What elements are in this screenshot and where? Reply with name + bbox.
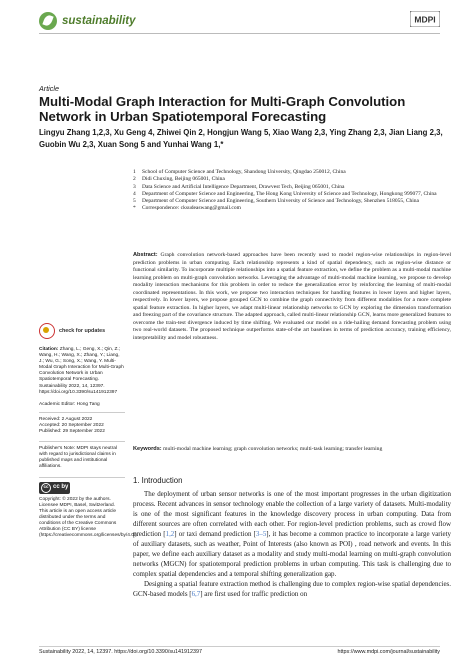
publisher-note: Publisher's Note: MDPI stays neutral with regard to jurisdictional claims in published maps and institutional affiliations. [39,446,117,470]
abstract-text: Graph convolution network-based approaches have been recently used to model region-wise relationships in region-level prediction problems in urban computing. Each relationship represents a kind of spatial dependency, such as region-wise distance or functional similarity. To incorporate multiple relationships into a spatial feature extraction, we define the problem as a multi-modal machine learning problem on multi-graph convolution networks. Leveraging the advantage of multi-modal machine learning, we propose to develop modality interaction mechanisms for this problem in order to reduce the generalization error by reinforcing the learning of multi-modal coordinated representations. In this work, we propose two interaction techniques for handling features in lower layers and higher layers, respectively. In lower layers, we propose grouped GCN to combine the graph connectivity from different modalities for a more complete spatial feature extraction. In higher layers, we adapt multi-linear relationship networks to GCN by exploring the dimension transformation and freezing part of the covariance structure. The adapted approach, called multi-linear relationship GCN, learns more generalized features to overcome the train-test divergence induced by time shifting. We evaluated our model on a ride-hailing demand forecasting problem using two real-world datasets. The proposed technique outperforms state-of-the art baselines in terms of prediction accuracy, training efficiency, interpretability and model robustness. [133,252,451,342]
sidebar-divider [39,441,125,442]
paragraph-text: The deployment of urban sensor networks is one of the most important progresses in the urban digitization process. Recent advances in sensor technology enable the collection of a large variety of datasets. Multi-modality is one of the most significant features in the knowledge discovery process in urban computing. Data from different sources are often correlated with each other. For region-level prediction problems, such as crowd flow prediction [ [133,490,451,538]
affiliation-number: 5 [133,198,136,205]
affiliation-text: Department of Computer Science and Engineering, Southern University of Science and Technology, Shenzhen 518055, China [142,198,419,205]
affiliation-item [133,169,451,176]
paragraph-text: Designing a spatial feature extraction method is challenging due to complex region-wise spatial dependencies. GCN-based models [ [133,579,451,598]
affiliation-item [133,205,451,212]
cc-by-icon: cc cc by [39,482,70,494]
article-dates [39,402,125,435]
affiliation-text: Didi Chuxing, Beijing 065001, China [142,176,225,183]
author-list [39,127,449,150]
publisher-logo-text: MDPI [414,14,436,25]
paragraph-text: ], it has become a common practice to incorporate a large variety of auxiliary datasets, such as weather, Point of Interests (also known as POI) , road network and events. In this paper, we define each auxiliary dataset as a modality and study multi-modal learning on multi-graph convolution networks (MGCN) for spatiotemporal prediction problems in urban computing. This task is challenging due to complex spatial dependencies and a temporal shifting generalization gap. [133,529,452,578]
header-divider [39,33,440,34]
correspondence-email[interactable]: Correspondence: cksudeaswang@gmail.com [142,205,241,212]
citation-label: Citation: [39,347,59,352]
affiliation-number: 3 [133,183,136,190]
check-updates-label: check for updates [59,327,106,334]
citation-link[interactable]: 3–5 [255,529,267,538]
citation-link[interactable]: 1,2 [165,529,175,538]
citation-text: Zhang, L.; Geng, X.; Qin, Z.; Wang, H.; Wang, X.; Zhang, Y.; Liang, J.; Wu, G.; Song, X.; Wang, Y. Multi-Modal Graph Interaction for Multi-Graph Convolution Network in Urban Spatiotemporal Forecasting. Sustainability 2022, 14, 12397. https://doi.org/10.3390/su141912397 [39,347,124,395]
journal-logo[interactable] [39,12,136,30]
leaf-icon [39,12,57,30]
abstract [133,252,451,343]
article-sidebar [39,323,139,539]
keywords [133,446,451,454]
citation-link[interactable]: 6,7 [191,589,201,598]
published-date: Published: 29 September 2022 [39,429,105,435]
affiliation-text: Data Science and Artificial Intelligence Department, Drawvest Tech, Beijing 065001, China [142,183,345,190]
publisher-logo[interactable] [410,11,440,27]
article-type: Article [39,84,59,93]
affiliation-text: School of Computer Science and Technology, Shandong University, Qingdao 250012, China [142,169,346,175]
footer-divider [39,646,440,647]
affiliation-item [133,176,451,183]
affiliation-number: 2 [133,176,136,183]
paragraph [133,580,451,600]
sidebar-divider [39,477,125,478]
affiliation-number: 4 [133,190,136,197]
authors-line: Lingyu Zhang 1,2,3, Xu Geng 4, Zhiwei Qin 2, Hongjun Wang 5, Xiao Wang 2,3, Ying Zhang 2,3, Jian Liang 2,3, [39,128,443,137]
abstract-label: Abstract: [133,252,158,258]
check-updates-icon [39,323,55,339]
footer-citation[interactable]: Sustainability 2022, 14, 12397. https://doi.org/10.3390/su141912397 [39,649,203,655]
affiliation-text: Department of Computer Science and Engineering, The Hong Kong University of Science and Technology, Hongkong 999077, China [142,190,437,197]
article-title: Multi-Modal Graph Interaction for Multi-Graph Convolution Network in Urban Spatiotemporal Forecasting [39,94,406,125]
paragraph-text: ] are first used for traffic prediction on [200,589,308,598]
affiliation-item [133,198,451,205]
sidebar-divider [39,412,125,413]
authors-line: Guobin Wu 2,3, Xuan Song 5 and Yunhai Wang 1,* [39,139,224,149]
keywords-text: multi-modal machine learning; graph convolution networks; multi-task learning; transfer learning [163,446,383,452]
accepted-date: Accepted: 20 September 2022 [39,422,104,428]
citation [39,347,125,396]
affiliations [133,169,451,213]
received-date: Received: 2 August 2022 [39,416,93,422]
cc-badge-label: cc by [53,484,69,491]
affiliation-number: 1 [133,169,136,175]
paragraph [133,490,451,580]
check-updates-button[interactable] [39,323,125,339]
section-heading: 1. Introduction [133,476,183,485]
mdpi-logo-icon [410,11,440,27]
introduction-body [133,490,451,599]
academic-editor: Academic Editor: Hong Tang [39,401,100,407]
journal-name: sustainability [62,15,136,27]
copyright-notice: Copyright: © 2022 by the authors. Licensee MDPI, Basel, Switzerland. This article is an open access article distributed under the terms and conditions of the Creative Commons Attribution (CC BY) license (https://creativecommons.org/licenses/by/4.0/). [39,496,139,539]
paragraph-text: ] or taxi demand prediction [ [174,529,256,538]
keywords-label: Keywords: [133,446,162,452]
affiliation-number: * [133,205,136,212]
cc-license-badge[interactable] [39,482,125,494]
affiliation-item [133,184,451,191]
footer-journal-url[interactable]: https://www.mdpi.com/journal/sustainability [337,649,440,655]
